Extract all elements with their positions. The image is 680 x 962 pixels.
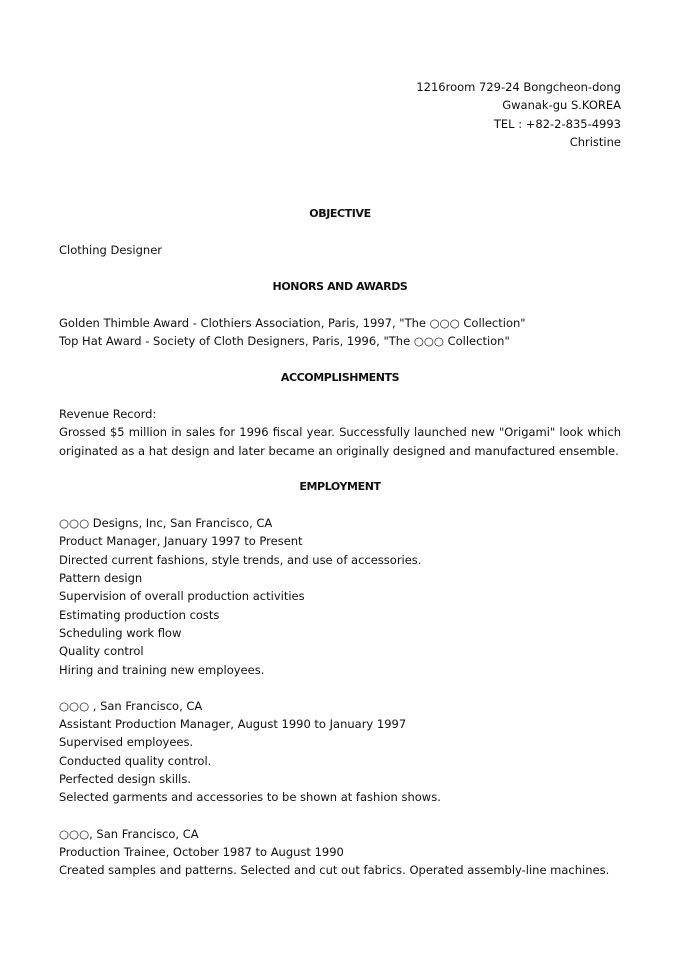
job-duty: Conducted quality control.: [59, 753, 212, 768]
applicant-name: Christine: [569, 134, 621, 149]
address-line-1: 1216room 729-24 Bongcheon-dong: [416, 80, 621, 94]
honor-item: Top Hat Award - Society of Cloth Designers, Paris, 1996, "The ○○○ Collection": [59, 334, 510, 349]
objective-text: Clothing Designer: [59, 243, 163, 258]
job-duty: Hiring and training new employees.: [59, 662, 265, 677]
job-entry: [59, 697, 621, 807]
job-duty: Supervision of overall production activities: [59, 589, 305, 604]
job-company: ○○○, San Francisco, CA: [59, 826, 199, 841]
job-duty: Supervised employees.: [59, 735, 194, 750]
job-duty: Directed current fashions, style trends, and use of accessories.: [59, 552, 422, 567]
resume-page: [59, 78, 621, 880]
job-entry: [59, 825, 621, 880]
job-duty: Quality control: [59, 644, 144, 659]
accomplishment-label: Revenue Record:: [59, 406, 157, 421]
job-title: Production Trainee, October 1987 to August 1990: [59, 844, 344, 859]
honors-heading: HONORS AND AWARDS: [272, 279, 408, 293]
accomplishment-text: Grossed $5 million in sales for 1996 fiscal year. Successfully launched new "Origami" look which originated as a hat design and later became an originally designed and manufactured ensemble.: [59, 425, 621, 458]
employment-heading: EMPLOYMENT: [299, 479, 381, 493]
job-duty: Selected garments and accessories to be shown at fashion shows.: [59, 790, 441, 805]
job-entry: [59, 514, 621, 679]
job-title: Product Manager, January 1997 to Present: [59, 534, 303, 549]
objective-heading: OBJECTIVE: [309, 207, 371, 221]
address-line-2: Gwanak-gu S.KOREA: [502, 98, 621, 113]
job-duty: Scheduling work flow: [59, 625, 182, 640]
job-title: Assistant Production Manager, August 1990 to January 1997: [59, 717, 407, 732]
job-duty: Estimating production costs: [59, 607, 220, 622]
job-company: ○○○ , San Francisco, CA: [59, 698, 203, 713]
job-company: ○○○ Designs, Inc, San Francisco, CA: [59, 516, 273, 531]
job-duty: Perfected design skills.: [59, 772, 192, 787]
phone-number: TEL : +82-2-835-4993: [493, 116, 621, 131]
job-duty: Created samples and patterns. Selected and cut out fabrics. Operated assembly-line machines.: [59, 863, 610, 878]
accomplishments-heading: ACCOMPLISHMENTS: [280, 370, 400, 384]
contact-block: [59, 78, 621, 151]
honor-item: Golden Thimble Award - Clothiers Association, Paris, 1997, "The ○○○ Collection": [59, 316, 526, 331]
job-duty: Pattern design: [59, 571, 143, 586]
